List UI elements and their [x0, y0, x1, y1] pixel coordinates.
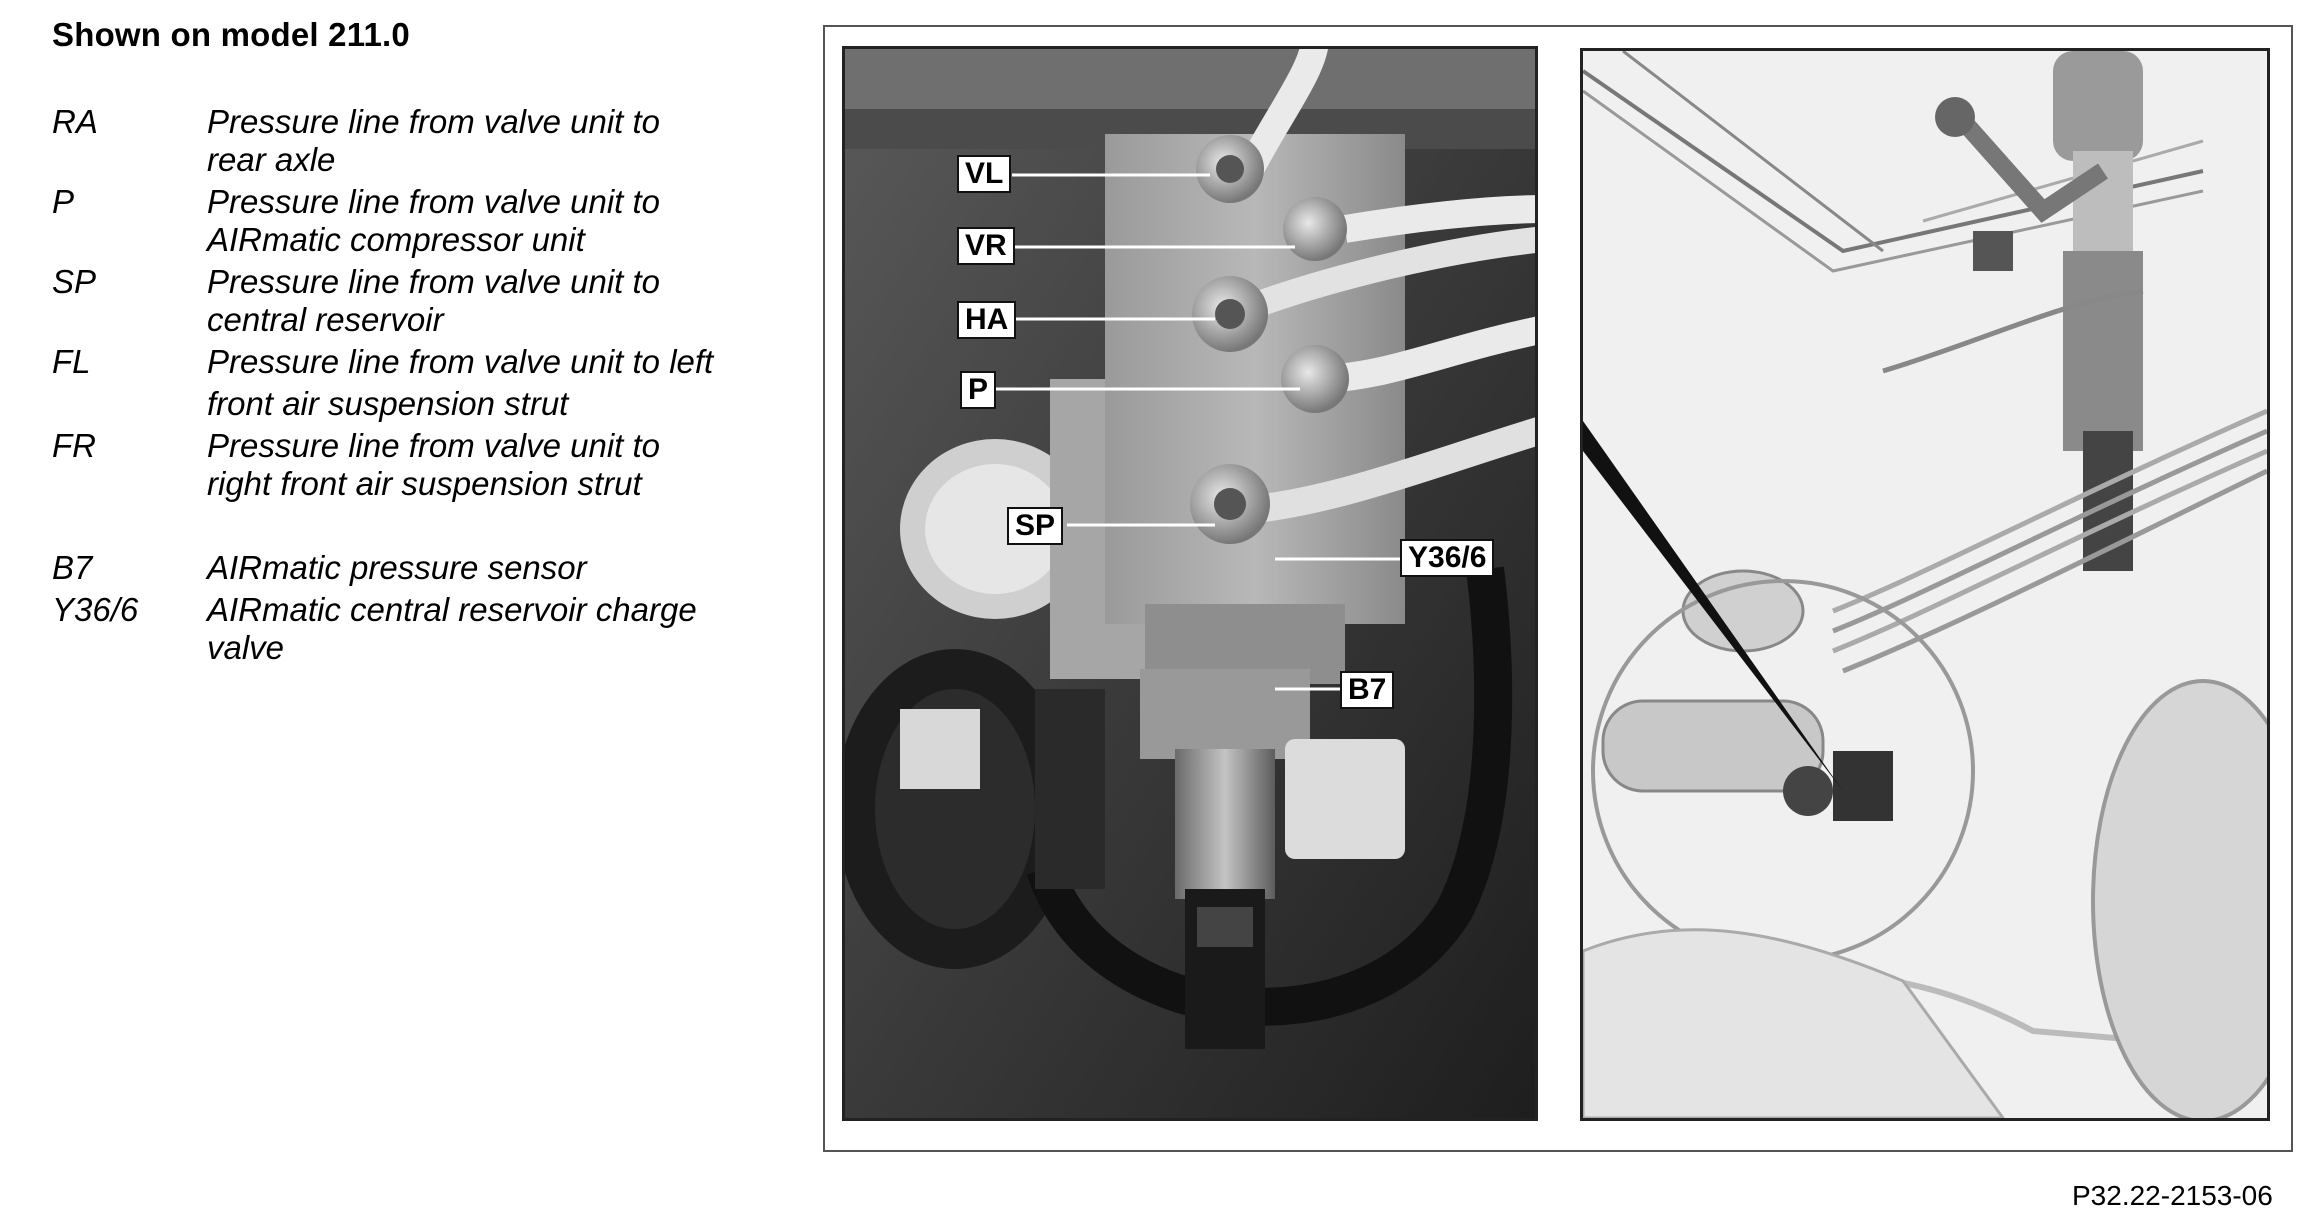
legend-desc — [207, 183, 777, 259]
legend-desc-line: rear axle — [207, 141, 336, 178]
legend-desc — [207, 263, 777, 339]
location-drawing — [1580, 48, 2270, 1121]
legend-desc-line: Pressure line from valve unit to left — [207, 343, 714, 380]
legend-desc-line: Pressure line from valve unit to — [207, 103, 661, 140]
callout-p: P — [960, 371, 996, 409]
figure-reference: P32.22-2153-06 — [2072, 1180, 2273, 1211]
legend-desc — [207, 549, 777, 587]
legend-desc-line: valve — [207, 629, 285, 666]
page-heading: Shown on model 211.0 — [52, 16, 410, 53]
legend-desc-line: front air suspension strut — [207, 385, 569, 422]
valve-unit-photo-art — [845, 49, 1535, 1118]
callout-b7: B7 — [1340, 671, 1394, 709]
legend-desc — [207, 103, 777, 179]
legend-desc — [207, 591, 777, 667]
legend-code: P — [52, 183, 75, 220]
legend-desc-line: central reservoir — [207, 301, 444, 338]
legend-desc-line: Pressure line from valve unit to — [207, 263, 661, 300]
legend-code: FL — [52, 343, 91, 380]
legend-code: Y36/6 — [52, 591, 139, 628]
location-drawing-art — [1583, 51, 2267, 1118]
legend-code: RA — [52, 103, 98, 140]
callout-ha: HA — [957, 301, 1016, 339]
legend-code: B7 — [52, 549, 93, 586]
callout-sp: SP — [1007, 507, 1063, 545]
legend-code: FR — [52, 427, 96, 464]
legend-desc — [207, 427, 777, 503]
callout-y36-6: Y36/6 — [1400, 539, 1494, 577]
legend-desc — [207, 343, 777, 423]
legend-code: SP — [52, 263, 97, 300]
valve-unit-photo — [842, 46, 1538, 1121]
legend-desc-line: Pressure line from valve unit to — [207, 183, 661, 220]
legend-desc-line: right front air suspension strut — [207, 465, 642, 502]
legend-desc-line: AIRmatic compressor unit — [207, 221, 585, 258]
legend-desc-line: Pressure line from valve unit to — [207, 427, 661, 464]
callout-vl: VL — [957, 155, 1011, 193]
legend-desc-line: AIRmatic central reservoir charge — [207, 591, 697, 628]
legend-desc-line: AIRmatic pressure sensor — [207, 549, 587, 586]
callout-vr: VR — [957, 227, 1015, 265]
